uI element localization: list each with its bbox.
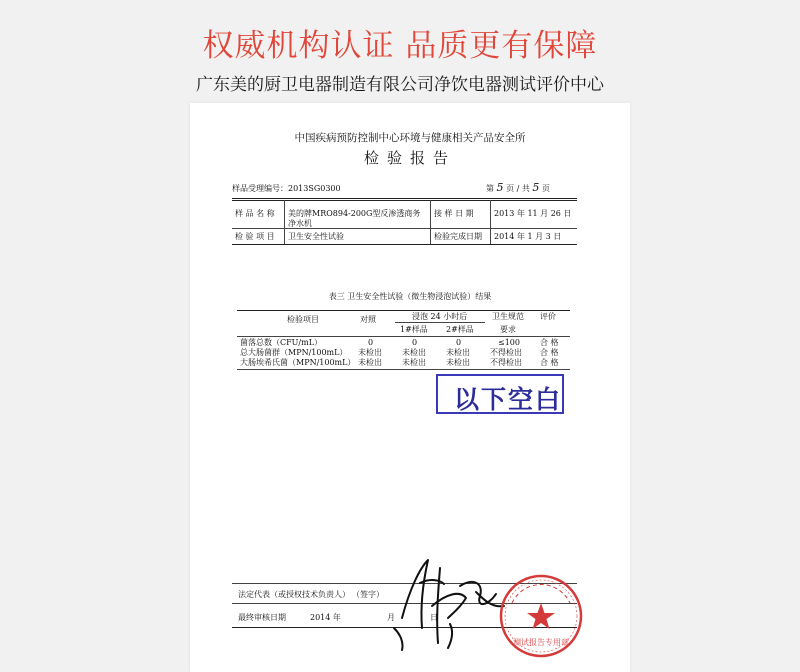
row-2-item: 总大肠菌群（MPN/100mL） [240, 348, 348, 357]
col-sample2-header: 2#样品 [446, 325, 474, 334]
row-3-item: 大肠埃希氏菌（MPN/100mL） [240, 358, 356, 367]
banner-subline: 广东美的厨卫电器制造有限公司净饮电器测试评价中心 [196, 75, 604, 95]
final-review-label: 最终审核日期 [238, 613, 286, 622]
row-3-sample1: 未检出 [402, 358, 426, 367]
sampling-date-label: 接 样 日 期 [434, 209, 474, 218]
row-3-spec: 不得检出 [490, 358, 522, 367]
row-2-spec: 不得检出 [490, 348, 522, 357]
sampling-date-value: 2013 年 11 月 26 日 [494, 209, 572, 218]
completion-date-label: 检验完成日期 [434, 232, 482, 241]
completion-date-value: 2014 年 1 月 3 日 [494, 232, 562, 241]
seal-text: 测试报告专用章 [513, 638, 569, 647]
row-1-spec: ≤100 [498, 338, 520, 347]
page-mid: 页 / 共 [506, 184, 530, 193]
row-2-control: 未检出 [358, 348, 382, 357]
final-review-day: 日 [430, 613, 438, 622]
sample-number-value: 2013SG0300 [288, 184, 341, 193]
row-3-eval: 合 格 [540, 358, 559, 367]
sample-number [232, 184, 341, 194]
sample-number-label: 样品受理编号： [232, 184, 288, 193]
row-2-sample1: 未检出 [402, 348, 426, 357]
page-prefix: 第 [486, 184, 494, 193]
report-document [190, 103, 630, 672]
test-item-label: 检 验 项 目 [235, 232, 275, 241]
page-indicator [486, 183, 550, 194]
final-review-month: 月 [387, 613, 395, 622]
official-seal [498, 573, 584, 659]
page-total: 5 [532, 181, 540, 194]
sample-name-line2: 净水机 [288, 219, 312, 228]
row-1-eval: 合 格 [540, 338, 559, 347]
blank-below-stamp [436, 374, 564, 414]
row-2-eval: 合 格 [540, 348, 559, 357]
signature-label: （签字） [352, 590, 384, 599]
col-spec-header-2: 要求 [500, 325, 516, 334]
col-spec-header-1: 卫生规范 [492, 312, 524, 321]
col-control-header: 对照 [360, 315, 376, 324]
row-3-sample2: 未检出 [446, 358, 470, 367]
row-2-sample2: 未检出 [446, 348, 470, 357]
legal-representative-label: 法定代表（或授权技术负责人） [238, 590, 350, 599]
col-soak-header: 浸泡 24 小时后 [412, 312, 468, 321]
sample-name-line1: 美的牌MRO894-200G型反渗透商务 [288, 209, 421, 218]
final-review-year: 2014 年 [310, 613, 341, 622]
row-1-item: 菌落总数（CFU/mL） [240, 338, 323, 347]
test-item-value: 卫生安全性试验 [288, 232, 344, 241]
report-title: 检验报告 [363, 149, 456, 167]
banner-headline: 权威机构认证 品质更有保障 [202, 28, 598, 64]
row-1-sample2: 0 [456, 338, 462, 347]
row-1-control: 0 [368, 338, 374, 347]
blank-below-stamp-text: 以下空白 [454, 385, 563, 414]
col-item-header: 检验项目 [287, 315, 319, 324]
sample-name-label: 样 品 名 称 [235, 209, 275, 218]
col-eval-header: 评价 [540, 312, 556, 321]
report-organization: 中国疾病预防控制中心环境与健康相关产品安全所 [294, 132, 526, 144]
col-sample1-header: 1#样品 [400, 325, 428, 334]
page-suffix: 页 [541, 184, 550, 193]
row-1-sample1: 0 [412, 338, 418, 347]
page-number: 5 [496, 181, 504, 194]
row-3-control: 未检出 [358, 358, 382, 367]
table-caption: 表三 卫生安全性试验（微生物浸泡试验）结果 [328, 292, 492, 301]
